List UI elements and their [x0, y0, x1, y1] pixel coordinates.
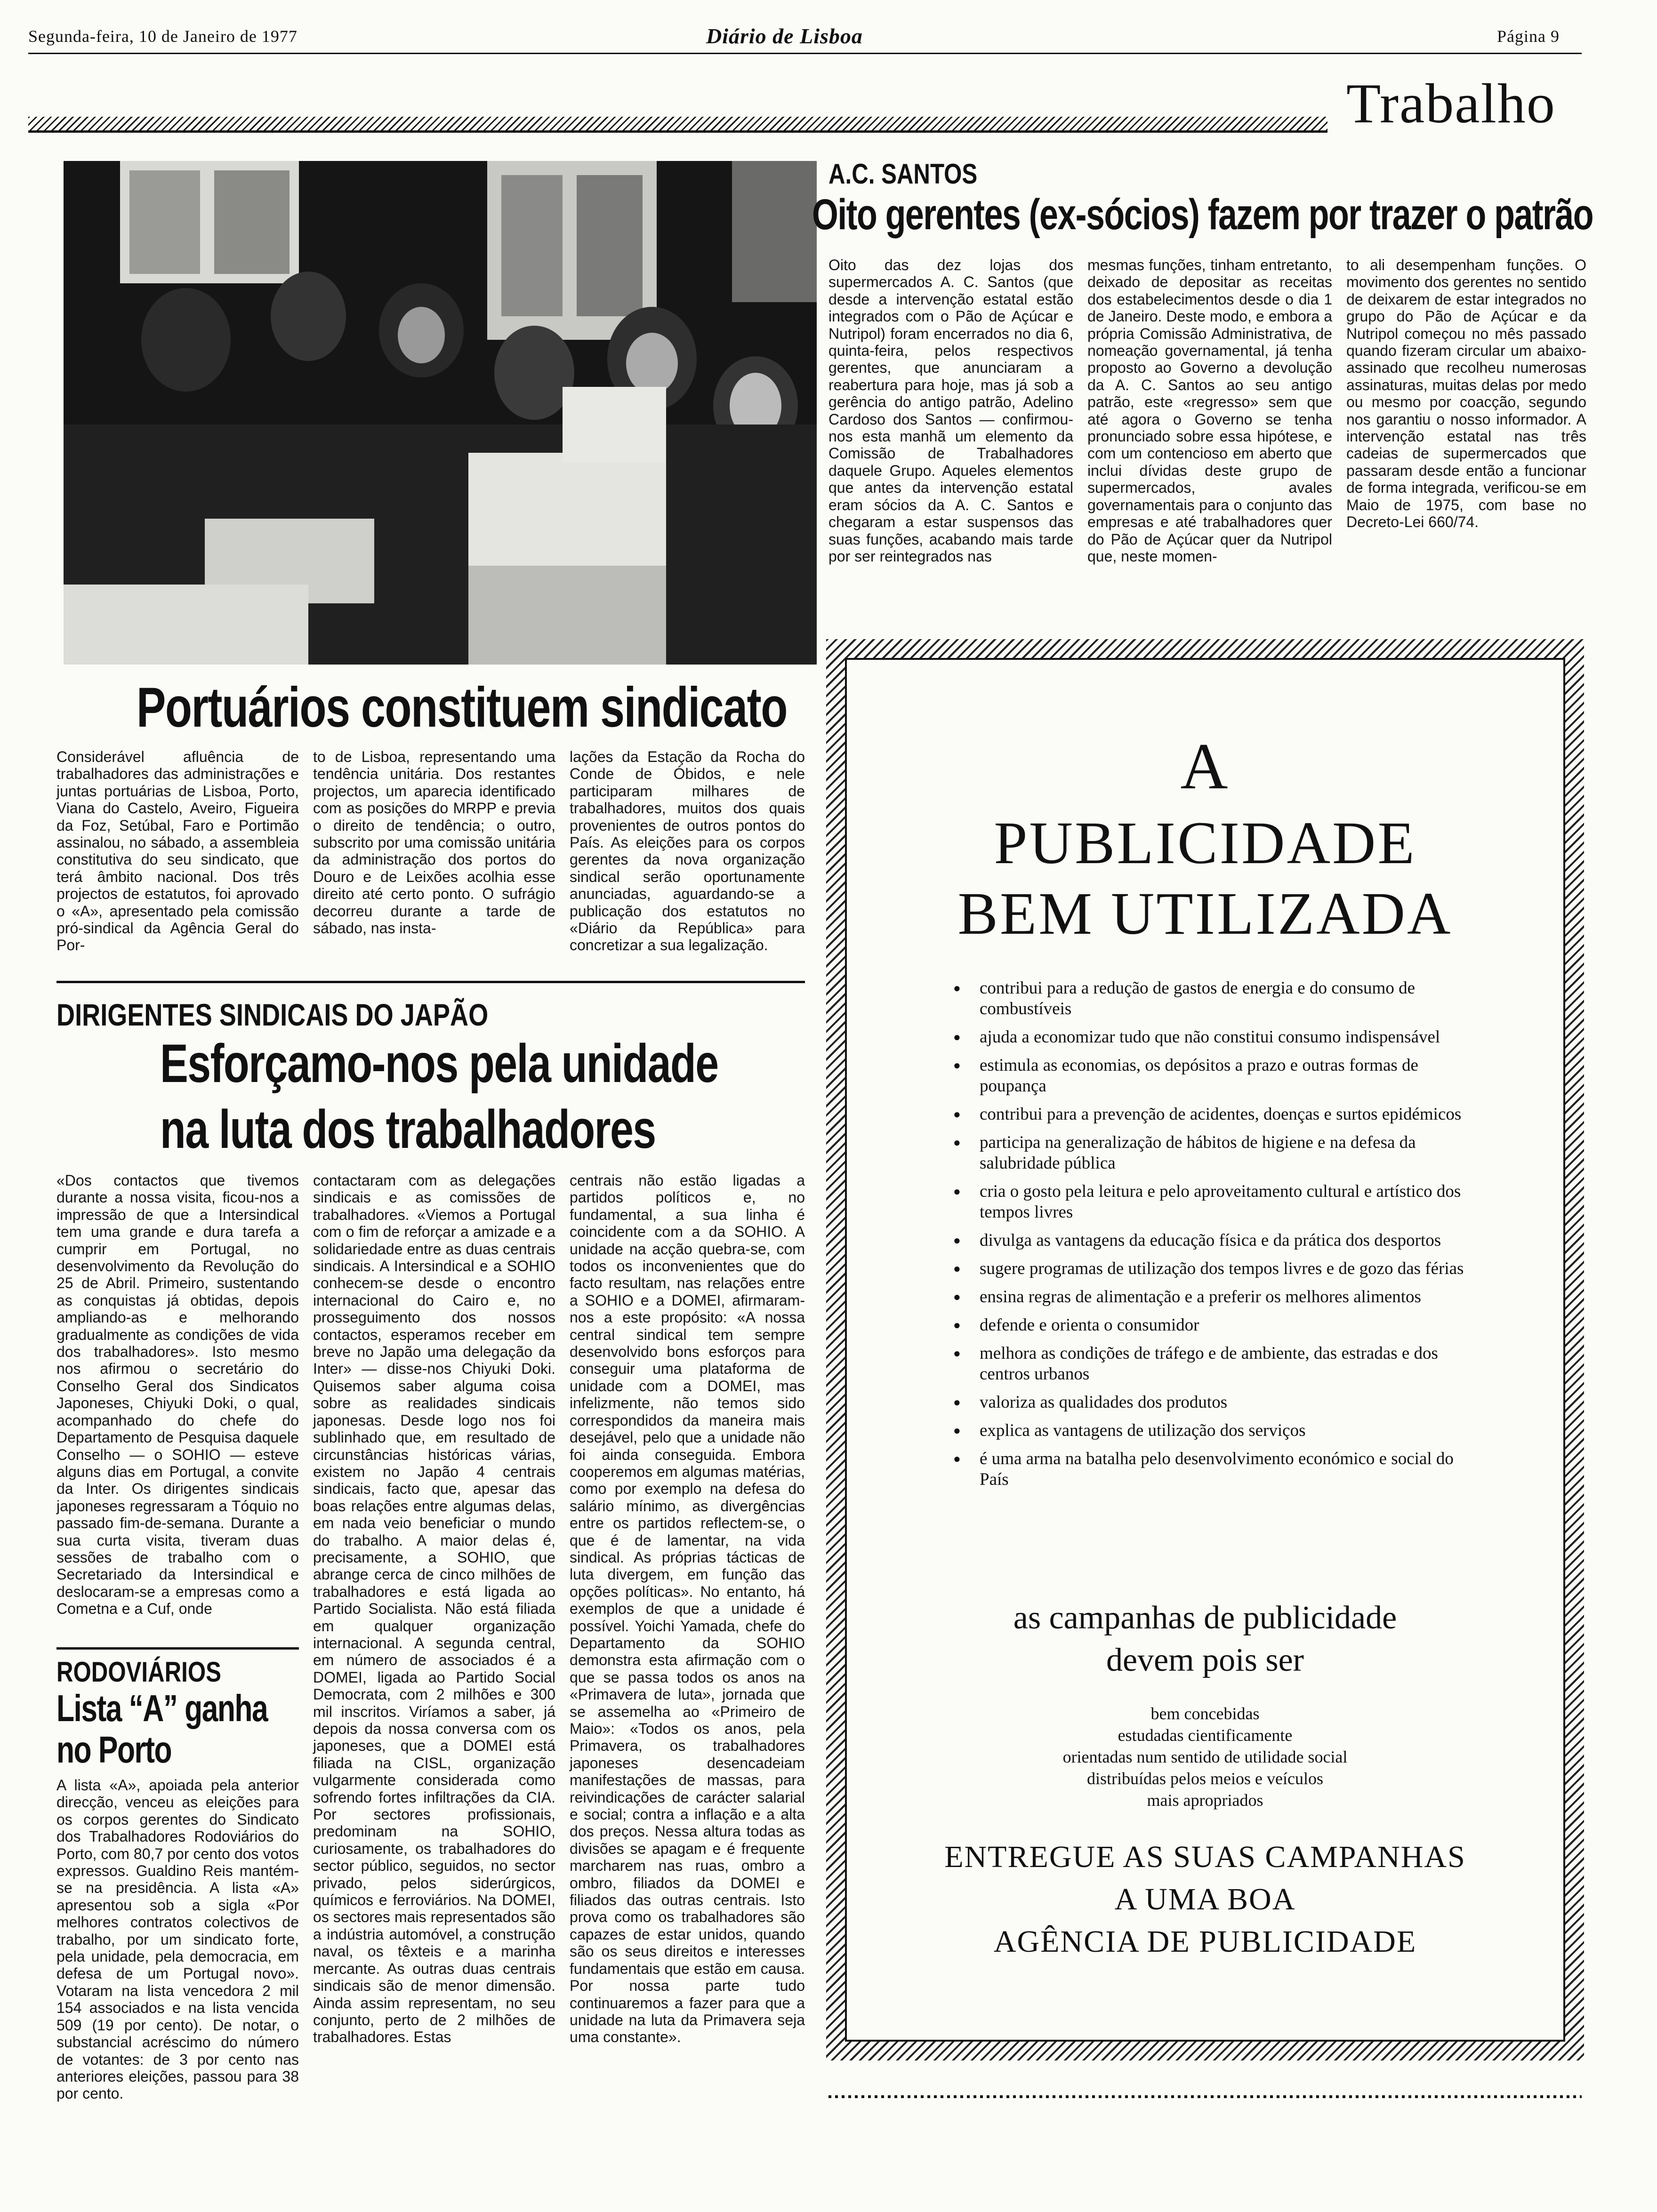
section-title: Trabalho: [1346, 72, 1556, 135]
portuarios-col1: Considerável afluência de trabalhadores das administrações e juntas portuárias de Lisboa, Porto, Viana do Castelo, Aveiro, Figueira da Foz, Setúbal, Faro e Portimão assinalou, no sábado, a assembleia constitutiva do seu sindicato, que terá âmbito nacional. Dos três projectos de estatutos, foi aprovado o «A», apresentado pela comissão pró-sindical da Agência Geral do Por-: [56, 748, 299, 954]
ad-quality-line: bem concebidas: [1150, 1704, 1260, 1723]
japao-col1: «Dos contactos que tivemos durante a nossa visita, ficou-nos a impressão de que a Intersindical tem uma grande e dura tarefa a cumprir em Portugal, no desenvolvimento da Revolução do 25 de Abril. Primeiro, sustentando as conquistas já obtidas, depois ampliando-as e melhorando gradualmente as condições de vida dos trabalhadores». Isto mesmo nos afirmou o secretário do Conselho Geral dos Sindicatos Japoneses, Chiyuki Doki, o qual, acompanhado do chefe do Departamento de Pesquisa daquele Conselho — o SOHIO — esteve alguns dias em Portugal, a convite da Inter. Os dirigentes sindicais japoneses regressaram a Tóquio no passado fim-de-semana. Durante a sua curta visita, tiveram duas sessões de trabalho com o Secretariado da Intersindical e deslocaram-se a empresas como a Cometna e a Cuf, onde: [56, 1172, 299, 1618]
acsantos-col1: Oito das dez lojas dos supermercados A. C. Santos (que desde a intervenção estatal estão integrados com o Pão de Açúcar e Nutripol) foram encerrados no dia 6, quinta-feira, pelos respectivos gerentes, que anunciaram a reabertura para hoje, mas já sob a gerência do antigo patrão, Adelino Cardoso dos Santos — confirmou-nos esta manhã um elemento da Comissão de Trabalhadores daquele Grupo. Aqueles elementos que antes da intervenção estatal eram sócios da A. C. Santos e chegaram a estar suspensos das suas funções, acabando mais tarde por ser reintegrados nas: [828, 256, 1073, 565]
ad-mid-line2: devem pois ser: [1106, 1642, 1304, 1678]
ad-qualities-list: [845, 1703, 1565, 1811]
rodoviarios-headline-line2: no Porto: [56, 1729, 172, 1771]
portuarios-bottom-rule: [56, 981, 805, 983]
ad-benefit-item: ● melhora as condições de tráfego e de ambiente, das estradas e dos centros urbanos: [953, 1343, 1471, 1385]
ad-benefit-item: ● estimula as economias, os depósitos a prazo e outras formas de poupança: [953, 1055, 1471, 1097]
ad-title-line2: PUBLICIDADE: [994, 809, 1416, 876]
ad-cta-line1: ENTREGUE AS SUAS CAMPANHAS: [944, 1840, 1466, 1874]
header-rule: [28, 53, 1582, 54]
photo-image: [64, 161, 817, 665]
ad-benefit-item: ● ajuda a economizar tudo que não constitui consumo indispensável: [953, 1027, 1471, 1048]
advertisement-box: [826, 639, 1584, 2060]
ad-title-line3: BEM UTILIZADA: [957, 880, 1453, 947]
ad-benefit-item: ● valoriza as qualidades dos produtos: [953, 1392, 1471, 1413]
section-hatch-rule: [28, 117, 1327, 133]
rodoviarios-body: A lista «A», apoiada pela anterior direcção, venceu as eleições para os corpos gerentes do Sindicato dos Trabalhadores Rodoviários do Porto, com 80,7 por cento dos votos expressos. Gualdino Reis mantém-se na presidência. A lista «A» apresentou sob a sigla «Por melhores contratos colectivos de trabalho, por um sindicato forte, pela unidade, pela democracia, em defesa de um Portugal novo». Votaram na lista vencedora 2 mil 154 associados e na lista vencida 509 (19 por cento). De notar, o substancial acréscimo do número de votantes: de 3 por cento nas anteriores eleições, passou para 38 por cento.: [56, 1777, 299, 2102]
portuarios-col3: lações da Estação da Rocha do Conde de Óbidos, e nele participaram milhares de trabalhadores, muitos dos quais provenientes de outros pontos do País. As eleições para os corpos gerentes da nova organização sindical serão oportunamente anunciadas, aguardando-se a publicação dos estatutos no «Diário da República» para concretizar a sua legalização.: [570, 748, 805, 954]
acsantos-col2: mesmas funções, tinham entretanto, deixado de depositar as receitas dos estabelecimentos desde o dia 1 de Janeiro. Deste modo, e embora a própria Comissão Administrativa, de nomeação governamental, já tenha proposto ao Governo a devolução da A. C. Santos ao seu antigo patrão, este «regresso» sem que até agora o Governo se tenha pronunciado sobre essa hipótese, e com um contencioso em aberto que inclui dívidas deste grupo de supermercados, avales governamentais para o conjunto das empresas e até trabalhadores quer do Pão de Açúcar quer da Nutripol que, neste momen-: [1087, 256, 1332, 565]
rodoviarios-top-rule: [56, 1647, 299, 1650]
acsantos-headline: Oito gerentes (ex-sócios) fazem por trazer o patrão: [812, 191, 1593, 239]
japao-headline-line1: Esforçamo-nos pela unidade: [160, 1034, 718, 1094]
ad-benefit-item: ● defende e orienta o consumidor: [953, 1315, 1471, 1336]
ad-mid-line1: as campanhas de publicidade: [1013, 1600, 1397, 1636]
ad-benefit-item: ● sugere programas de utilização dos tempos livres e de gozo das férias: [953, 1258, 1471, 1279]
ad-benefit-item: ● contribui para a prevenção de acidentes, doenças e surtos epidémicos: [953, 1104, 1471, 1125]
japao-headline-line2: na luta dos trabalhadores: [160, 1099, 656, 1160]
japao-kicker: DIRIGENTES SINDICAIS DO JAPÃO: [56, 997, 489, 1032]
newspaper-name: Diário de Lisboa: [706, 24, 863, 48]
ad-cta-line3: AGÊNCIA DE PUBLICIDADE: [993, 1924, 1417, 1959]
ad-benefit-item: ● ensina regras de alimentação e a preferir os melhores alimentos: [953, 1287, 1471, 1307]
portuarios-headline: Portuários constituem sindicato: [137, 676, 787, 739]
ad-benefit-item: ● divulga as vantagens da educação física e da prática dos desportos: [953, 1230, 1471, 1251]
ad-benefit-item: ● contribui para a redução de gastos de energia e do consumo de combustíveis: [953, 978, 1471, 1019]
rodoviarios-headline-line1: Lista “A” ganha: [56, 1687, 268, 1729]
acsantos-kicker: A.C. SANTOS: [828, 158, 978, 190]
news-photo: [64, 161, 817, 665]
ad-benefit-item: ● participa na generalização de hábitos de higiene e na defesa da salubridade pública: [953, 1132, 1471, 1174]
ad-quality-line: estudadas cientificamente: [1118, 1726, 1293, 1745]
ad-cta-line2: A UMA BOA: [1114, 1882, 1296, 1916]
header-date: Segunda-feira, 10 de Janeiro de 1977: [28, 27, 298, 46]
ad-benefits-list: [953, 978, 1471, 1498]
ad-benefit-item: ● explica as vantagens de utilização dos serviços: [953, 1420, 1471, 1441]
ad-benefit-item: ● é uma arma na batalha pelo desenvolvimento económico e social do País: [953, 1449, 1471, 1490]
ad-benefit-item: ● cria o gosto pela leitura e pelo aproveitamento cultural e artístico dos tempos livres: [953, 1181, 1471, 1223]
japao-col3: centrais não estão ligadas a partidos políticos e, no fundamental, a sua linha é coincidente com a da SOHIO. A unidade na acção quebra-se, com todos os inconvenientes que do facto resultam, nas relações entre a SOHIO e a DOMEI, afirmaram-nos a este propósito: «A nossa central sindical tem sempre desenvolvido bons esforços para conseguir uma plataforma de unidade com a DOMEI, mas infelizmente, não temos sido correspondidos da maneira mais desejável, pelo que a unidade não foi ainda conseguida. Embora cooperemos em algumas matérias, como por exemplo na defesa do salário mínimo, as divergências entre os partidos reflectem-se, o que é de lamentar, na vida sindical. As próprias tácticas de luta divergem, em função das opções políticas». No entanto, há exemplos de que a unidade é possível. Yoichi Yamada, chefe do Departamento da SOHIO demonstra esta afirmação com o que se passa todos os anos na «Primavera de luta», jornada que se assemelha ao «Primeiro de Maio»: «Todos os anos, pela Primavera, os trabalhadores japoneses desencadeiam manifestações de massas, para reivindicações de carácter salarial e social; contra a inflação e a alta dos preços. Nessa altura todas as divisões se apagam e é frequente marcharem nas ruas, ombro a ombro, filiados da DOMEI e filiados das outras centrais. Isto prova como os trabalhadores são capazes de estar unidos, quando são os seus direitos e interesses fundamentais que estão em causa. Por nossa parte tudo continuaremos a fazer para que a unidade na luta da Primavera seja uma constante».: [570, 1172, 805, 2046]
japao-col2: contactaram com as delegações sindicais e as comissões de trabalhadores. «Viemos a Portugal com o fim de reforçar a amizade e a solidariedade entre as duas centrais sindicais. A Intersindical e a SOHIO conhecem-se desde o encontro internacional do Cairo e, no prosseguimento dos nossos contactos, esperamos receber em breve no Japão uma delegação da Inter» — disse-nos Chiyuki Doki. Quisemos saber alguma coisa sobre as realidades sindicais japonesas. Desde logo nos foi sublinhado que, em resultado de circunstâncias históricas várias, existem no Japão 4 centrais sindicais, facto que, apesar das boas relações entre algumas delas, em nada veio beneficiar o mundo do trabalho. A maior delas é, precisamente, a SOHIO, que abrange cerca de cinco milhões de trabalhadores e está ligada ao Partido Socialista. Não está filiada em qualquer organização internacional. A segunda central, em número de associados é a DOMEI, ligada ao Partido Social Democrata, com 2 milhões e 300 mil inscritos. Viríamos a saber, já depois da nossa conversa com os japoneses, que a DOMEI está filiada na CISL, organização vulgarmente considerada como sofrendo fortes infiltrações da CIA. Por sectores profissionais, predominam na SOHIO, curiosamente, os trabalhadores do sector público, seguidos, no sector privado, pelos siderúrgicos, químicos e ferroviários. Na DOMEI, os sectores mais representados são a indústria automóvel, a construção naval, os têxteis e a marinha mercante. As outras duas centrais sindicais são de menor dimensão. Ainda assim representam, no seu conjunto, perto de 2 milhões de trabalhadores. Estas: [313, 1172, 555, 2046]
portuarios-col2: to de Lisboa, representando uma tendência unitária. Dos restantes projectos, um aparecia identificado com as posições do MRPP e previa o direito de tendência; o outro, subscrito por uma comissão unitária da administração dos portos do Douro e de Leixões acolhia esse direito até certo ponto. O sufrágio decorreu durante a tarde de sábado, nas insta-: [313, 748, 555, 937]
ad-quality-line: orientadas num sentido de utilidade social: [1062, 1747, 1348, 1766]
footer-dotted-rule: [828, 2095, 1582, 2098]
ad-quality-line: mais apropriados: [1147, 1791, 1263, 1810]
page-number: Página 9: [1497, 27, 1560, 46]
ad-title-line1: A: [1180, 730, 1230, 803]
acsantos-col3: to ali desempenham funções. O movimento dos gerentes no sentido de deixarem de estar integrados no grupo do Pão de Açúcar e da Nutripol começou no mês passado quando fizeram circular um abaixo-assinado que recolheu numerosas assinaturas, muitas delas por medo ou mesmo por coacção, segundo nos garantiu o nosso informador. A intervenção estatal nas três cadeias de supermercados que passaram desde então a funcionar de forma integrada, verificou-se em Maio de 1975, com base no Decreto-Lei 660/74.: [1346, 256, 1586, 531]
rodoviarios-kicker: RODOVIÁRIOS: [56, 1656, 221, 1688]
ad-quality-line: distribuídas pelos meios e veículos: [1087, 1769, 1323, 1788]
